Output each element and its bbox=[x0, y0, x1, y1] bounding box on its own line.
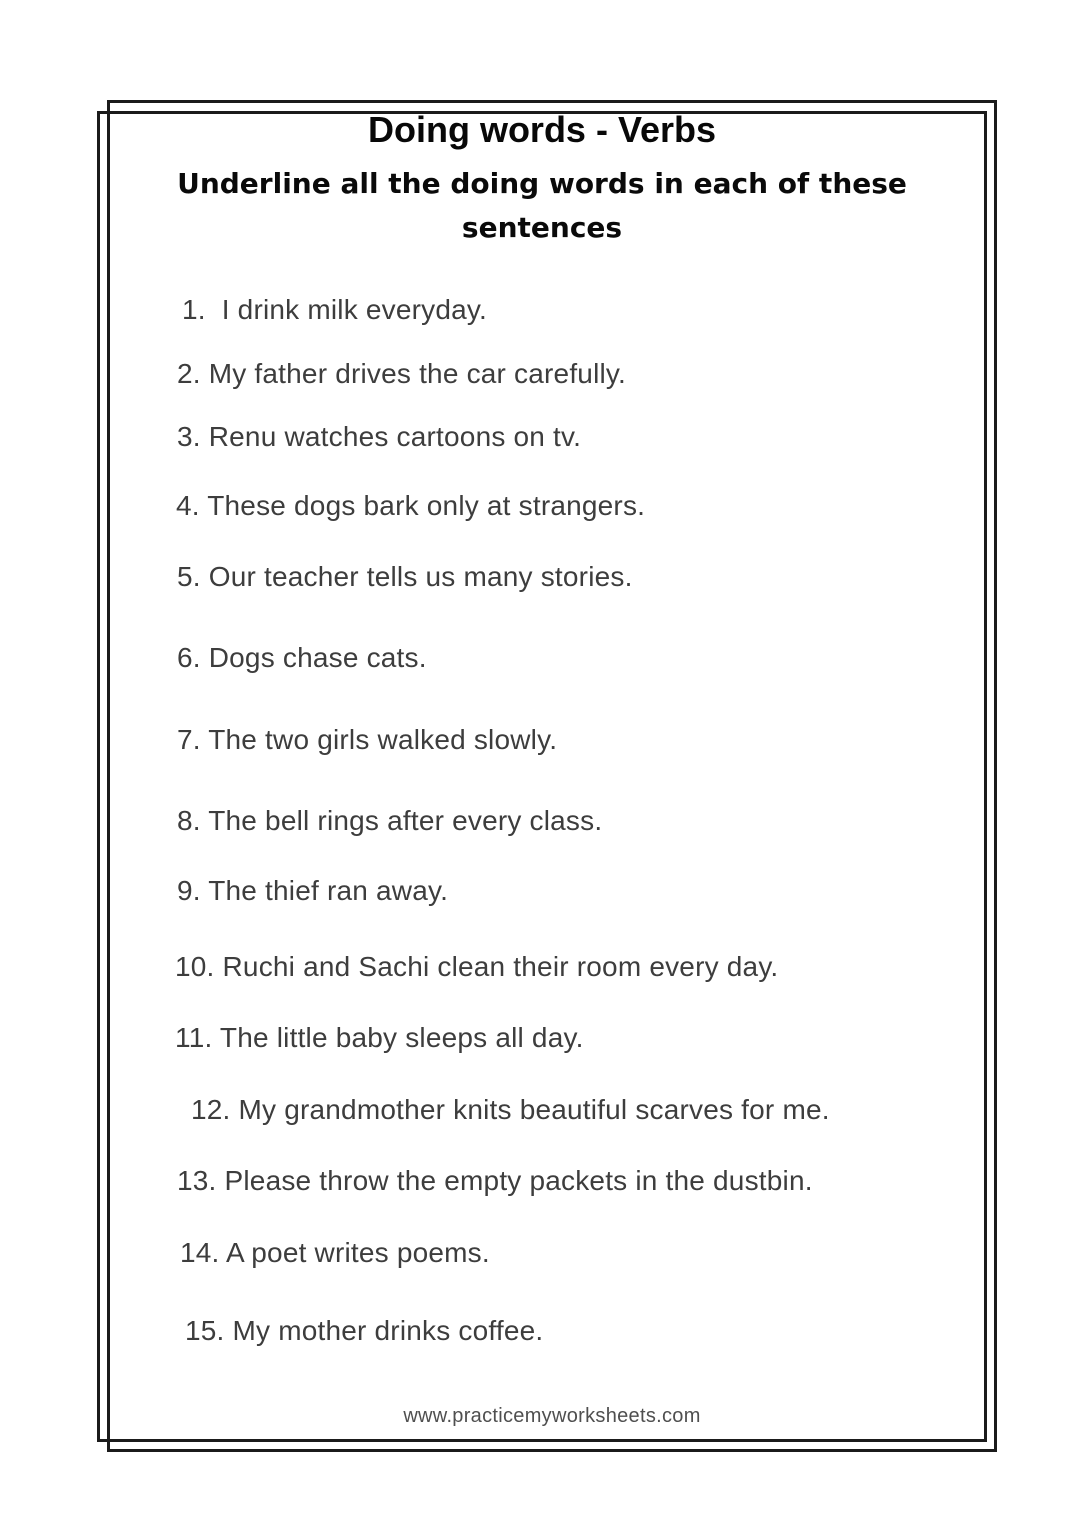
sentence-line-1: 1. I drink milk everyday. bbox=[182, 294, 487, 325]
sentence-line-2: 2. My father drives the car carefully. bbox=[177, 358, 627, 389]
sentence-line-14: 14. A poet writes poems. bbox=[180, 1237, 490, 1268]
sentence-line-11: 11. The little baby sleeps all day. bbox=[175, 1022, 584, 1053]
worksheet-title: Doing words - Verbs bbox=[367, 109, 717, 150]
sentence-line-15: 15. My mother drinks coffee. bbox=[185, 1315, 544, 1346]
sentence-line-9: 9. The thief ran away. bbox=[177, 875, 449, 906]
instruction-text: Underline all the doing words in each of these sentences bbox=[177, 167, 907, 244]
sentence-line-10: 10. Ruchi and Sachi clean their room every day. bbox=[175, 951, 779, 982]
sentence-line-5: 5. Our teacher tells us many stories. bbox=[177, 561, 633, 592]
sentence-line-12: 12. My grandmother knits beautiful scarves for me. bbox=[191, 1094, 830, 1125]
sentence-line-7: 7. The two girls walked slowly. bbox=[177, 724, 558, 755]
sentence-line-8: 8. The bell rings after every class. bbox=[177, 805, 603, 836]
sentence-line-3: 3. Renu watches cartoons on tv. bbox=[177, 421, 582, 452]
sentence-line-4: 4. These dogs bark only at strangers. bbox=[176, 490, 646, 521]
sentence-line-6: 6. Dogs chase cats. bbox=[177, 642, 427, 673]
sentence-line-13: 13. Please throw the empty packets in the dustbin. bbox=[177, 1165, 813, 1196]
website-footer: www.practicemyworksheets.com bbox=[403, 1405, 701, 1427]
